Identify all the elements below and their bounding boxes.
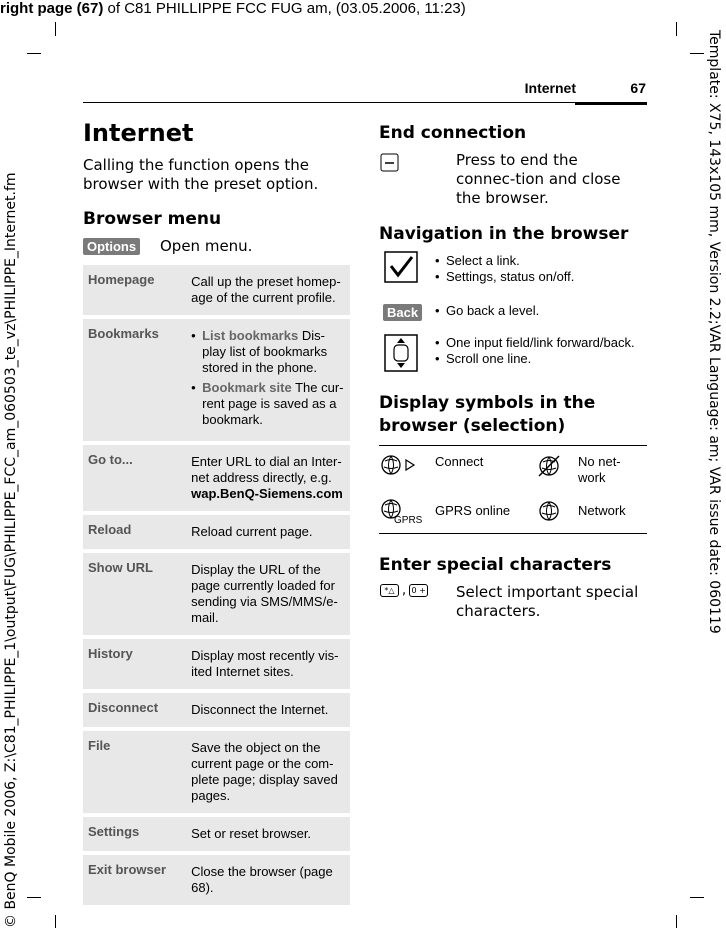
goto-text: Enter URL to dial an Inter-net address directly, e.g.	[191, 454, 342, 485]
nav-back-list	[433, 303, 643, 319]
menu-key: History	[88, 646, 133, 661]
options-text: Open menu.	[160, 237, 253, 255]
end-connection-text: Press to end the connec-tion and close the browser.	[456, 151, 621, 207]
select-key-icon	[383, 250, 419, 288]
page-title: Internet	[83, 119, 194, 147]
menu-row-homepage	[83, 265, 350, 315]
menu-desc: Reload current page.	[191, 524, 313, 539]
goto-url: wap.BenQ-Siemens.com	[191, 486, 343, 501]
back-softkey: Back	[383, 304, 422, 321]
nav-bullet: • Settings, status on/off.	[433, 269, 643, 285]
crop-mark	[55, 22, 56, 36]
special-keys	[380, 583, 428, 598]
special-characters-text: Select important special characters.	[456, 583, 639, 620]
symbol-label-network: Network	[578, 503, 626, 518]
key-separator: ,	[402, 583, 407, 598]
nav-bullet: • Go back a level.	[433, 303, 643, 319]
copyright-path: © BenQ Mobile 2006, Z:\C81_PHILIPPE_1\output\FUG\PHILIPPE_FCC_am_060503_te_vz\PHILIPPE_Internet.fm	[3, 172, 19, 928]
connect-icon	[380, 453, 424, 481]
menu-key: Bookmarks	[88, 326, 159, 341]
menu-desc: Save the object on the current page or the com-plete page; display saved pages.	[191, 740, 338, 803]
menu-row-bookmarks	[83, 319, 350, 441]
menu-desc: Disconnect the Internet.	[191, 702, 329, 717]
menu-desc: Close the browser (page 68).	[191, 864, 333, 895]
header-rule-thick	[575, 102, 647, 105]
bookmark-option	[191, 380, 346, 428]
crop-mark	[27, 897, 41, 898]
display-symbols-heading: Display symbols in the browser (selection)	[379, 393, 596, 436]
page-number: 67	[630, 80, 646, 96]
nav-scroll-list	[433, 335, 648, 367]
crop-mark	[676, 915, 677, 928]
zero-key-icon: 0 +	[409, 584, 428, 597]
print-meta-rest: of C81 PHILLIPPE FCC FUG am, (03.05.2006, 11:23)	[103, 0, 466, 17]
menu-key: Homepage	[88, 272, 155, 287]
print-meta-bold: right page (67)	[0, 0, 104, 17]
end-key-icon	[380, 153, 400, 177]
navigation-heading: Navigation in the browser	[379, 224, 629, 244]
menu-row-disconnect	[83, 693, 350, 727]
print-meta	[0, 0, 466, 17]
menu-desc: Display most recently vis-ited Internet sites.	[191, 648, 339, 679]
menu-desc	[187, 445, 350, 511]
menu-row-history	[83, 639, 350, 689]
menu-desc: Set or reset browser.	[191, 826, 312, 841]
browser-menu-table	[83, 261, 350, 909]
menu-key: Disconnect	[88, 700, 159, 715]
menu-row-show-url	[83, 553, 350, 635]
network-icon	[536, 498, 562, 528]
option-text: Dis-play list of bookmarks stored in the phone.	[202, 328, 328, 375]
menu-row-reload	[83, 515, 350, 549]
crop-mark	[27, 53, 41, 54]
gprs-tag: GPRS	[394, 515, 423, 526]
option-label: List bookmarks	[202, 328, 299, 343]
crop-mark	[676, 22, 677, 36]
option-label: Bookmark site	[202, 380, 292, 395]
intro-text: Calling the function opens the browser with the preset option.	[83, 156, 319, 193]
running-header-title: Internet	[524, 80, 576, 96]
crop-mark	[55, 915, 56, 928]
bookmark-option	[191, 328, 346, 376]
symbol-label-no-network: No net-work	[578, 454, 621, 485]
menu-desc	[187, 319, 350, 441]
menu-row-settings	[83, 817, 350, 851]
symbol-label-connect: Connect	[435, 454, 484, 469]
menu-key: Settings	[88, 824, 140, 839]
browser-menu-heading: Browser menu	[83, 209, 222, 229]
crop-mark	[690, 53, 704, 54]
menu-key: Exit browser	[88, 862, 167, 877]
menu-key: File	[88, 738, 111, 753]
menu-row-goto	[83, 445, 350, 511]
menu-key: Reload	[88, 522, 132, 537]
options-softkey: Options	[83, 238, 140, 255]
header-rule	[83, 102, 647, 103]
end-connection-heading: End connection	[379, 123, 527, 143]
nav-bullet: • Scroll one line.	[433, 351, 648, 367]
menu-row-exit-browser	[83, 855, 350, 905]
display-symbols-table	[379, 445, 647, 534]
menu-desc: Call up the preset homep-age of the current profile.	[191, 274, 341, 305]
no-network-icon	[536, 453, 562, 483]
nav-bullet: • Select a link.	[433, 253, 643, 269]
nav-bullet: • One input field/link forward/back.	[433, 335, 648, 351]
back-softkey-row	[383, 302, 422, 321]
gprs-online-icon	[380, 498, 428, 530]
menu-key: Show URL	[88, 560, 153, 575]
crop-mark	[690, 897, 704, 898]
menu-row-file	[83, 731, 350, 813]
special-characters-heading: Enter special characters	[379, 555, 612, 575]
nav-select-list	[433, 253, 643, 285]
menu-key: Go to...	[88, 452, 133, 467]
symbol-label-gprs-online: GPRS online	[435, 503, 511, 518]
menu-desc: Display the URL of the page currently loaded for sending via SMS/MMS/e-mail.	[191, 562, 338, 625]
template-info: Template: X75, 143x105 mm, Version 2.2;VAR Language: am; VAR issue date: 060119	[706, 30, 722, 634]
options-row	[83, 236, 140, 255]
option-text: The cur-rent page is saved as a bookmark.	[202, 380, 344, 427]
navigation-key-icon	[383, 333, 419, 377]
star-key-icon: *△	[380, 584, 399, 597]
